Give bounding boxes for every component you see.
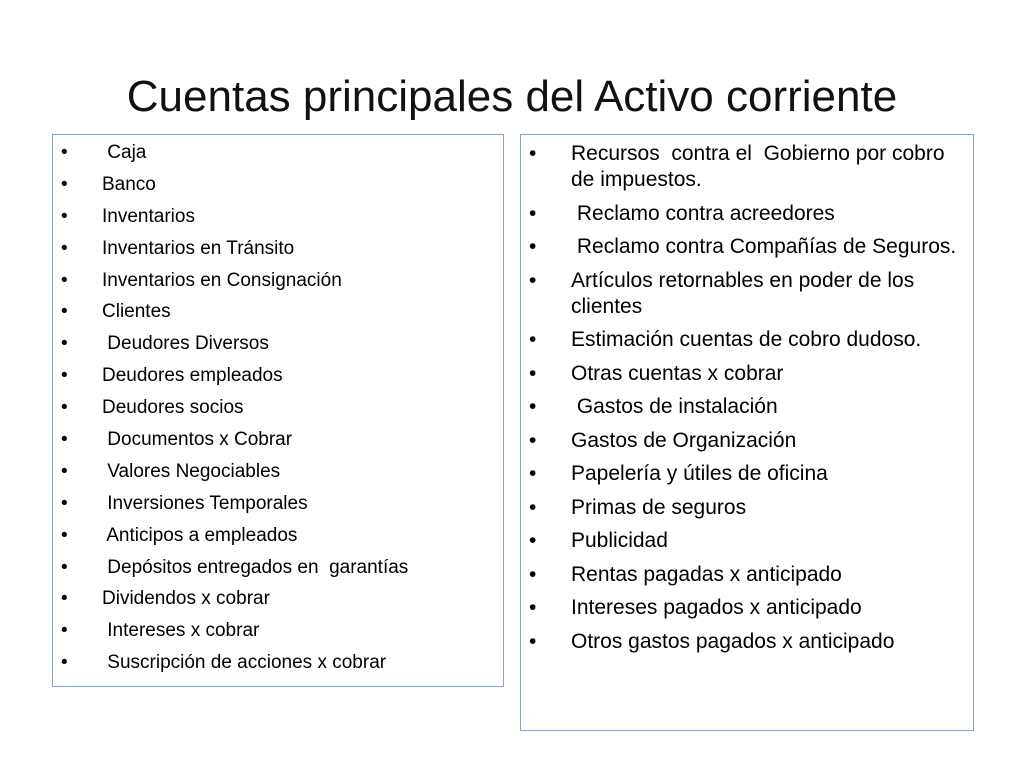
bullet-icon: • <box>529 428 537 452</box>
list-item <box>521 234 973 260</box>
list-item <box>53 428 503 452</box>
bullet-icon: • <box>529 361 537 385</box>
list-item-text: Documentos x Cobrar <box>102 429 293 451</box>
list-item-text: Inventarios en Consignación <box>102 269 342 291</box>
bullet-icon: • <box>61 397 68 419</box>
list-item-text: Deudores Diversos <box>102 333 269 355</box>
slide-title: Cuentas principales del Activo corriente <box>126 72 898 121</box>
bullet-icon: • <box>529 328 537 351</box>
list-item-text: Deudores empleados <box>102 365 283 387</box>
list-item <box>53 300 503 324</box>
list-item <box>521 528 973 554</box>
bullet-icon: • <box>61 333 68 355</box>
bullet-icon: • <box>529 235 537 258</box>
list-item-text: Gastos de instalación <box>571 395 778 418</box>
bullet-icon: • <box>529 596 537 619</box>
bullet-icon: • <box>61 524 68 546</box>
list-item <box>53 237 503 261</box>
list-item <box>53 332 503 356</box>
list-item <box>53 492 503 516</box>
list-item-text: Papelería y útiles de oficina <box>571 462 828 485</box>
list-item-text: Intereses x cobrar <box>102 620 260 642</box>
list-item <box>521 327 973 353</box>
list-item-text: Valores Negociables <box>102 460 281 482</box>
list-item-text: Dividendos x cobrar <box>102 588 270 610</box>
list-item-text: Suscripción de acciones x cobrar <box>102 652 387 674</box>
list-item <box>521 562 973 588</box>
left-accounts-list <box>53 141 503 675</box>
bullet-icon: • <box>529 629 537 653</box>
list-item-text: Intereses pagados x anticipado <box>571 596 862 619</box>
list-item <box>53 269 503 293</box>
list-item-text: Reclamo contra Compañías de Seguros. <box>571 235 957 258</box>
list-item <box>521 268 973 320</box>
list-item-text: Estimación cuentas de cobro dudoso. <box>571 328 922 351</box>
list-item <box>521 495 973 521</box>
left-accounts-box <box>52 134 504 687</box>
bullet-icon: • <box>61 429 68 451</box>
bullet-icon: • <box>61 556 68 578</box>
bullet-icon: • <box>61 269 68 291</box>
list-item-text: Otros gastos pagados x anticipado <box>571 629 895 653</box>
list-item-text: Primas de seguros <box>571 495 747 519</box>
list-item <box>53 556 503 580</box>
bullet-icon: • <box>61 173 68 195</box>
bullet-icon: • <box>529 529 537 552</box>
bullet-icon: • <box>61 652 68 674</box>
list-item <box>53 524 503 548</box>
list-item-text: Recursos contra el Gobierno por cobro de impuestos. <box>571 142 951 191</box>
list-item <box>521 461 973 487</box>
right-accounts-box <box>520 134 974 731</box>
list-item-text: Anticipos a empleados <box>102 524 298 546</box>
bullet-icon: • <box>529 268 537 292</box>
bullet-icon: • <box>61 460 68 482</box>
bullet-icon: • <box>61 620 68 642</box>
list-item-text: Banco <box>102 173 156 195</box>
list-item <box>521 629 973 655</box>
list-item-text: Caja <box>102 142 147 163</box>
bullet-icon: • <box>529 395 537 418</box>
list-item <box>521 428 973 454</box>
list-item <box>53 460 503 484</box>
list-item <box>53 587 503 611</box>
list-item-text: Depósitos entregados en garantías <box>102 556 409 578</box>
right-accounts-list <box>521 141 973 655</box>
list-item <box>521 141 973 193</box>
list-item-text: Clientes <box>102 301 171 323</box>
bullet-icon: • <box>529 495 537 519</box>
list-item-text: Otras cuentas x cobrar <box>571 361 784 385</box>
bullet-icon: • <box>61 301 68 323</box>
bullet-icon: • <box>61 205 68 227</box>
bullet-icon: • <box>61 492 68 514</box>
list-item <box>53 173 503 197</box>
bullet-icon: • <box>61 588 68 610</box>
list-item <box>521 394 973 420</box>
list-item-text: Artículos retornables en poder de los clientes <box>571 268 921 318</box>
list-item <box>53 364 503 388</box>
list-item-text: Publicidad <box>571 529 668 552</box>
list-item <box>53 396 503 420</box>
list-item <box>521 201 973 227</box>
bullet-icon: • <box>529 142 537 165</box>
list-item-text: Gastos de Organización <box>571 428 797 452</box>
bullet-icon: • <box>529 562 537 586</box>
list-item-text: Rentas pagadas x anticipado <box>571 562 842 586</box>
bullet-icon: • <box>61 142 68 163</box>
list-item-text: Inventarios <box>102 205 195 227</box>
list-item <box>53 141 503 165</box>
list-item <box>521 595 973 621</box>
list-item <box>53 619 503 643</box>
list-item-text: Inversiones Temporales <box>102 492 308 514</box>
bullet-icon: • <box>61 365 68 387</box>
bullet-icon: • <box>529 462 537 485</box>
list-item-text: Deudores socios <box>102 397 244 419</box>
list-item <box>53 651 503 675</box>
list-item <box>521 361 973 387</box>
list-item <box>53 205 503 229</box>
list-item-text: Inventarios en Tránsito <box>102 237 295 259</box>
bullet-icon: • <box>529 201 537 225</box>
bullet-icon: • <box>61 237 68 259</box>
list-item-text: Reclamo contra acreedores <box>571 201 835 225</box>
